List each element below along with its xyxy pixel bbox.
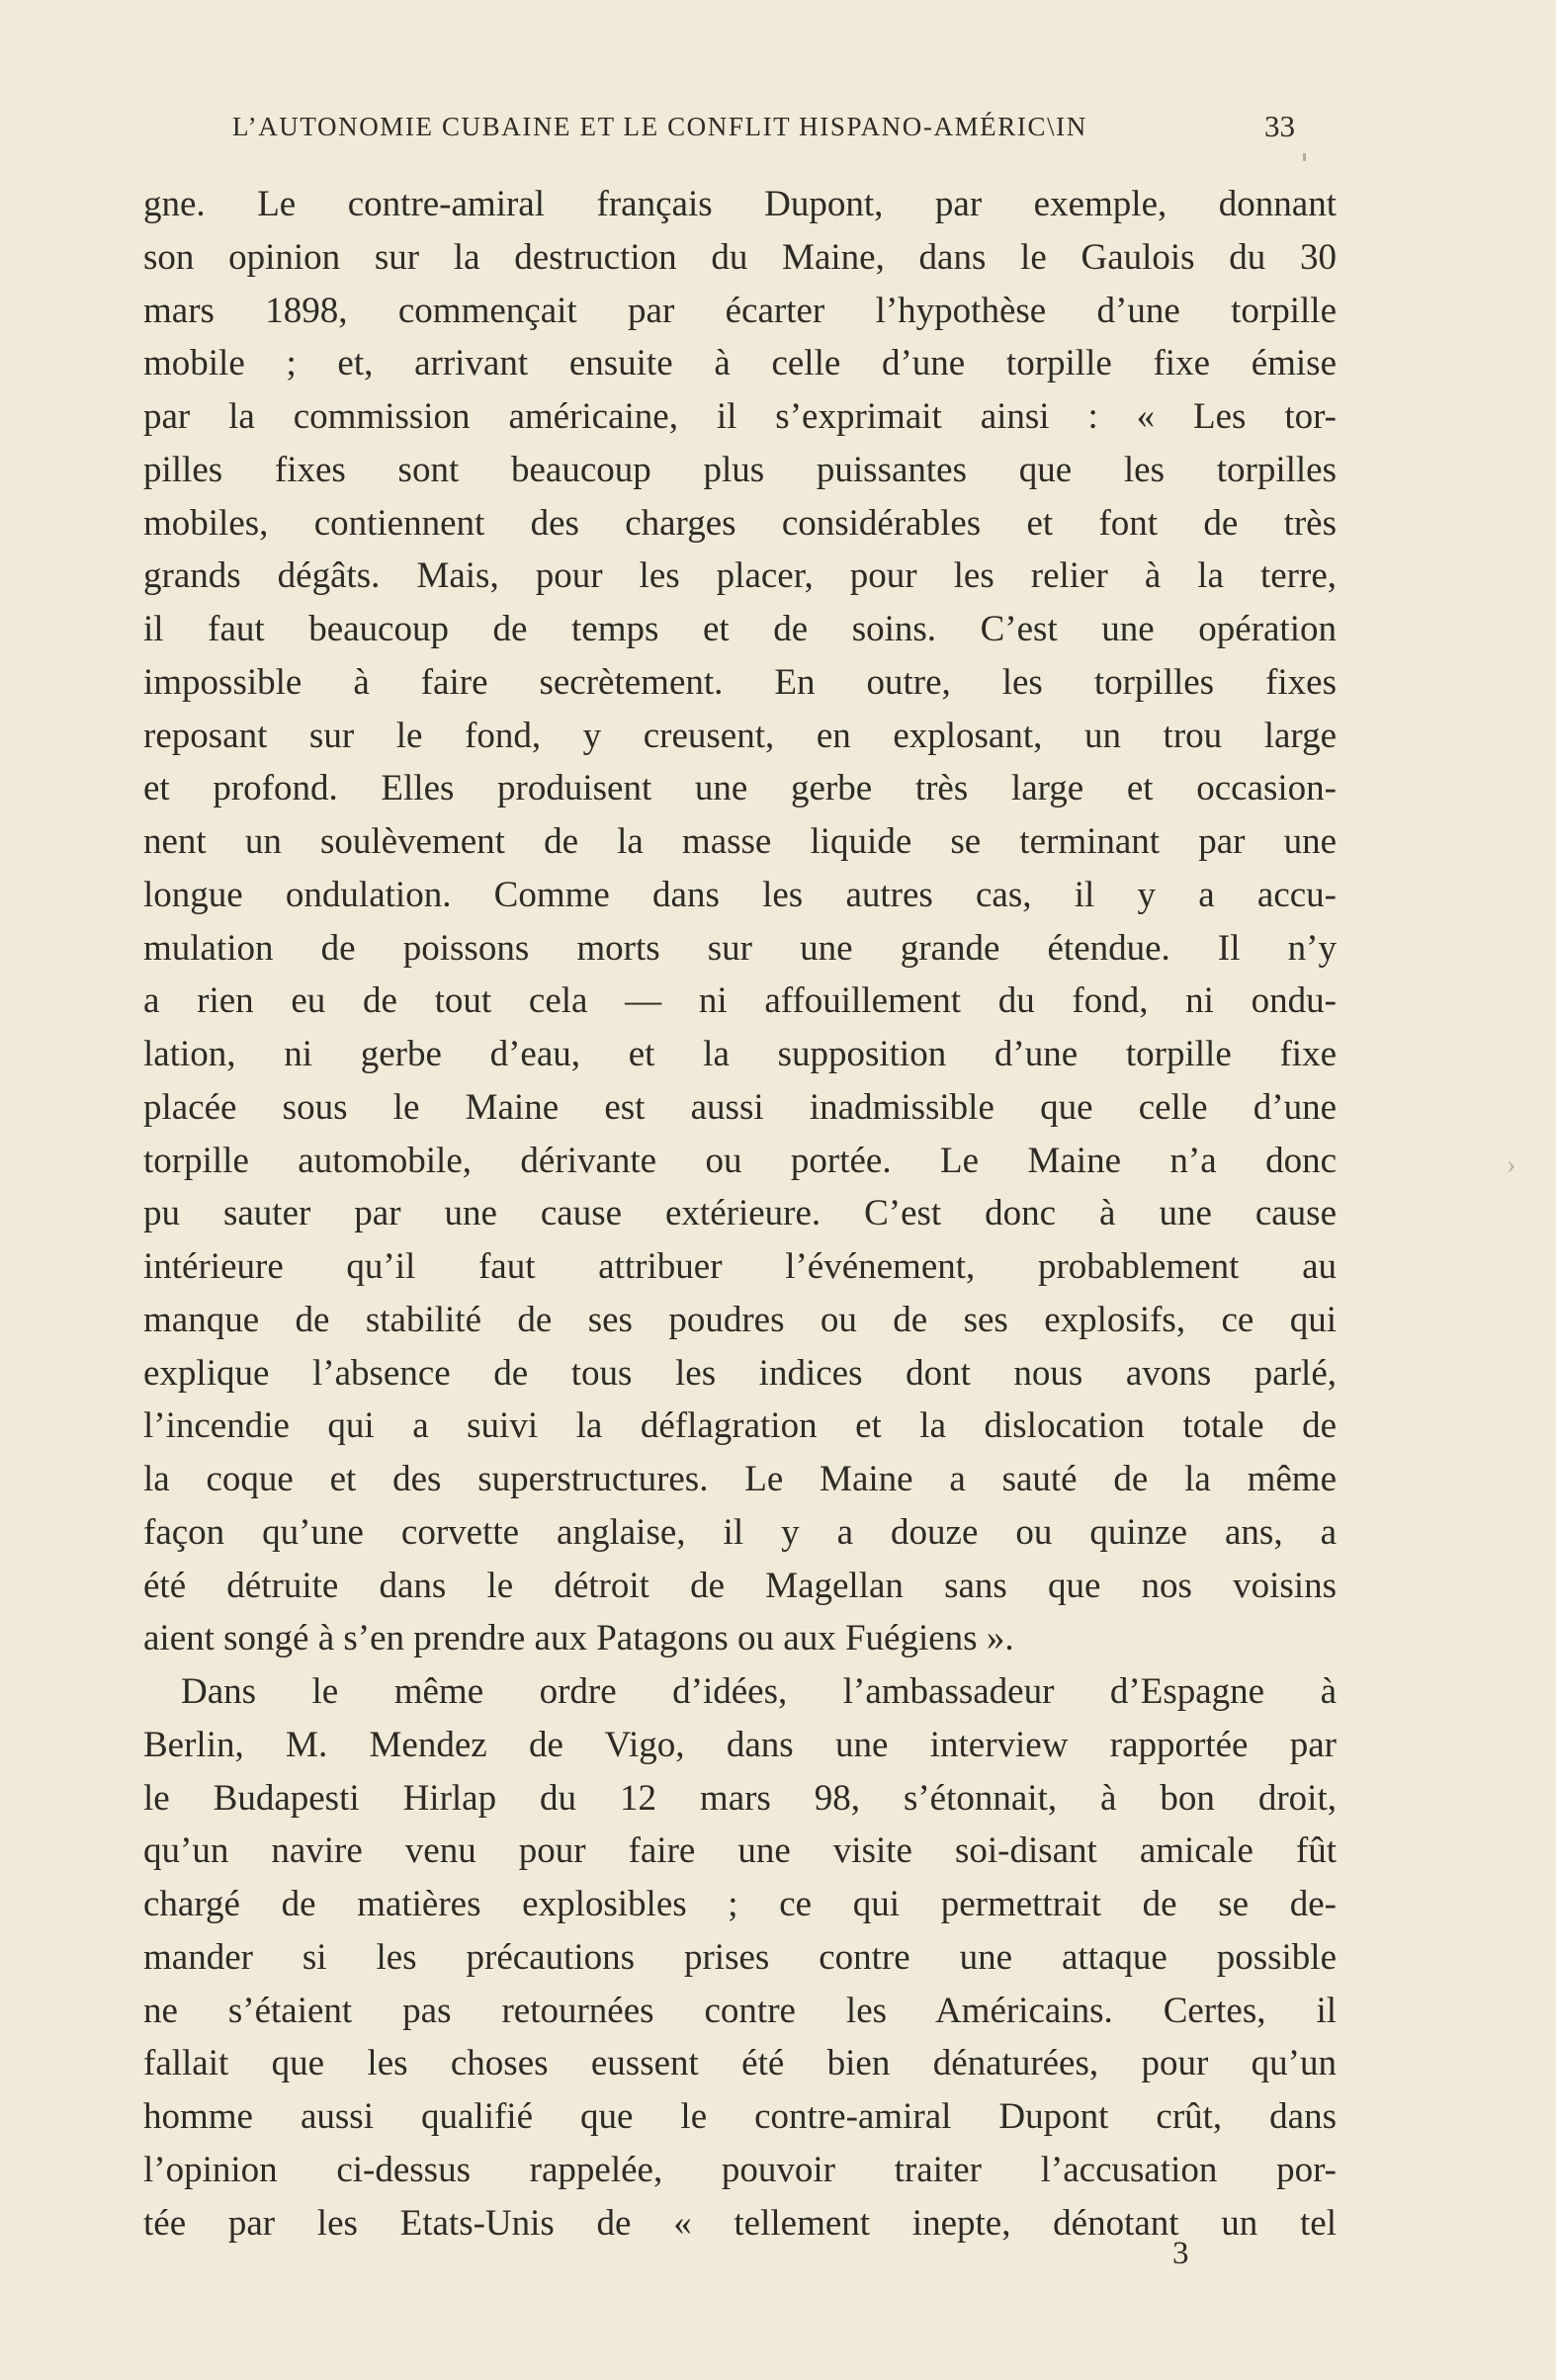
text-line: pilles fixes sont beaucoup plus puissantes que les torpilles [143, 449, 1337, 490]
text-line: mobiles, contiennent des charges considérables et font de très [143, 502, 1337, 544]
margin-mark: › [1507, 1149, 1516, 1180]
text-line: l’opinion ci-dessus rappelée, pouvoir traiter l’accusation por- [143, 2149, 1337, 2190]
text-line: nent un soulèvement de la masse liquide se terminant par une [143, 821, 1337, 862]
text-line: l’incendie qui a suivi la déflagration et la dislocation totale de [143, 1405, 1337, 1447]
running-title: L’AUTONOMIE CUBAINE ET LE CONFLIT HISPANO-AMÉRIC\IN [232, 112, 1087, 141]
text-line: la coque et des superstructures. Le Maine a sauté de la même [143, 1459, 1337, 1499]
text-line: intérieure qu’il faut attribuer l’événement, probablement au [143, 1246, 1337, 1287]
running-head [222, 105, 1295, 148]
text-line: reposant sur le fond, y creusent, en explosant, un trou large [143, 715, 1337, 756]
text-line: grands dégâts. Mais, pour les placer, pour les relier à la terre, [143, 555, 1337, 597]
body-text [143, 178, 1337, 2250]
text-line: façon qu’une corvette anglaise, il y a douze ou quinze ans, a [143, 1511, 1337, 1553]
text-line: torpille automobile, dérivante ou portée. Le Maine n’a donc [143, 1140, 1337, 1181]
text-line: ne s’étaient pas retournées contre les Américains. Certes, il [143, 1990, 1337, 2031]
text-line: qu’un navire venu pour faire une visite soi-disant amicale fût [143, 1830, 1337, 1872]
text-line: son opinion sur la destruction du Maine, dans le Gaulois du 30 [143, 236, 1337, 278]
text-line: homme aussi qualifié que le contre-amiral Dupont crût, dans [143, 2096, 1337, 2137]
text-line: mulation de poissons morts sur une grande étendue. Il n’y [143, 927, 1337, 969]
text-line: placée sous le Maine est aussi inadmissible que celle d’une [143, 1086, 1337, 1128]
text-line: il faut beaucoup de temps et de soins. C’est une opération [143, 609, 1337, 649]
text-line-paragraph-start: Dans le même ordre d’idées, l’ambassadeur d’Espagne à [181, 1671, 1337, 1712]
text-line: mobile ; et, arrivant ensuite à celle d’une torpille fixe émise [143, 343, 1337, 384]
text-line: mars 1898, commençait par écarter l’hypothèse d’une torpille [143, 290, 1337, 331]
text-line: chargé de matières explosibles ; ce qui permettrait de se de- [143, 1884, 1337, 1924]
text-line: tée par les Etats-Unis de « tellement inepte, dénotant un tel [143, 2202, 1337, 2244]
text-line: le Budapesti Hirlap du 12 mars 98, s’étonnait, à bon droit, [143, 1777, 1337, 1819]
text-line: longue ondulation. Comme dans les autres cas, il y a accu- [143, 874, 1337, 915]
text-line-paragraph-end: aient songé à s’en prendre aux Patagons ou aux Fuégiens ». [143, 1618, 1014, 1659]
print-speck [1303, 153, 1306, 161]
text-line: pu sauter par une cause extérieure. C’est donc à une cause [143, 1193, 1337, 1234]
signature-mark: 3 [1172, 2236, 1189, 2271]
text-line: été détruite dans le détroit de Magellan sans que nos voisins [143, 1565, 1337, 1606]
text-line: gne. Le contre-amiral français Dupont, par exemple, donnant [143, 184, 1337, 224]
text-line: et profond. Elles produisent une gerbe très large et occasion- [143, 768, 1337, 809]
page-number: 33 [1264, 109, 1295, 143]
text-line: explique l’absence de tous les indices dont nous avons parlé, [143, 1352, 1337, 1394]
text-line: lation, ni gerbe d’eau, et la supposition d’une torpille fixe [143, 1034, 1337, 1074]
text-line: manque de stabilité de ses poudres ou de ses explosifs, ce qui [143, 1299, 1337, 1340]
text-line: impossible à faire secrètement. En outre, les torpilles fixes [143, 661, 1337, 703]
text-line: mander si les précautions prises contre une attaque possible [143, 1936, 1337, 1978]
text-line: par la commission américaine, il s’exprimait ainsi : « Les tor- [143, 396, 1337, 437]
text-line: Berlin, M. Mendez de Vigo, dans une interview rapportée par [143, 1724, 1337, 1765]
text-line: fallait que les choses eussent été bien dénaturées, pour qu’un [143, 2043, 1337, 2084]
text-line: a rien eu de tout cela — ni affouillement du fond, ni ondu- [143, 980, 1337, 1022]
